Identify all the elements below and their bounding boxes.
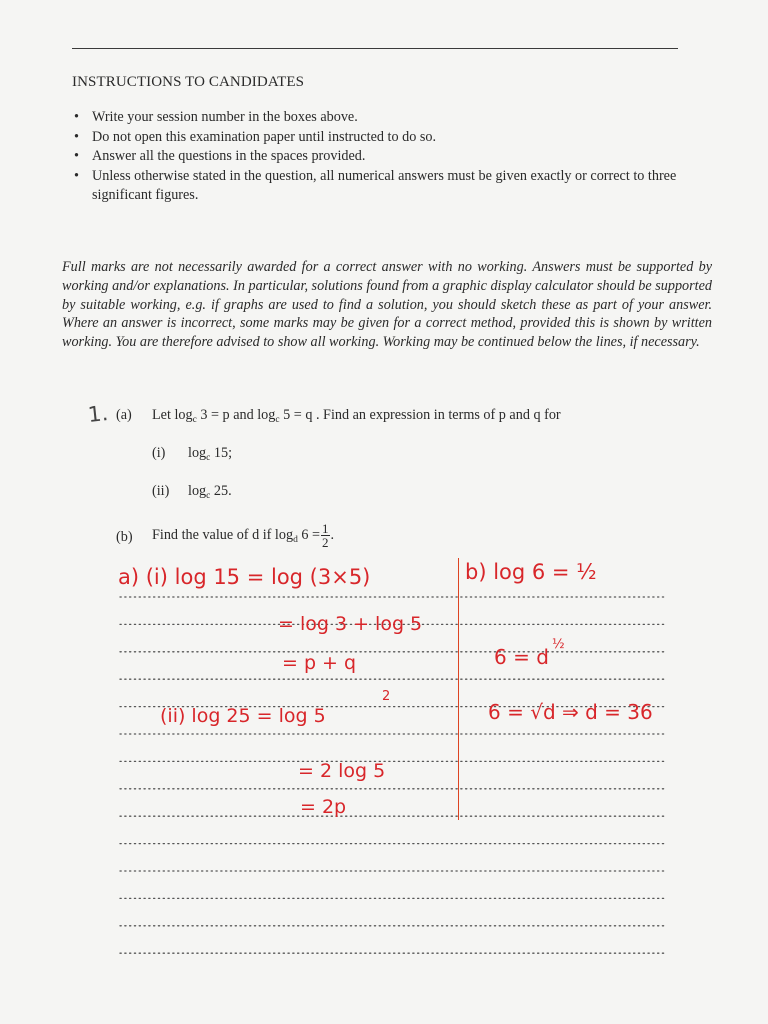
- part-b-label: (b): [116, 529, 133, 545]
- handwriting-b-line-2: 6 = d: [494, 645, 549, 669]
- part-a-label: (a): [116, 407, 132, 423]
- working-notice: Full marks are not necessarily awarded for a correct answer with no working. Answers must be supported by working and/or explanations. In particular, solutions found from a graphic display calculator should be supported by suitable working, e.g. if graphs are used to find a solution, you should sketch these as part of your answer. Where an answer is incorrect, some marks may be given for a correct method, provided this is shown by written working. You are therefore advised to show all working. Working may be continued below the lines, if necessary.: [62, 259, 712, 351]
- handwriting-a-i-line-2: = log 3 + log 5: [278, 613, 423, 635]
- handwriting-a-ii-line-3: = 2p: [300, 796, 347, 818]
- part-ii-text: $\log_c 25$.: [188, 483, 232, 501]
- part-i-label: (i): [152, 445, 166, 461]
- instruction-item: • Unless otherwise stated in the question, all numerical answers must be given exactly or correct to three significant figures.: [72, 167, 692, 206]
- handwriting-b-line-1: b) log 6 = ½: [465, 560, 597, 584]
- handwriting-b-line-3: 6 = √d ⇒ d = 36: [488, 700, 653, 724]
- handwriting-a-i-line-1: a) (i) log 15 = log (3×5): [118, 565, 371, 589]
- instruction-item: • Do not open this examination paper until instructed to do so.: [72, 128, 692, 148]
- instruction-item: • Answer all the questions in the spaces provided.: [72, 147, 692, 167]
- part-b-text: Find the value of d if $\log_d 6$ = $\frac{1}{2}$ .: [152, 521, 335, 550]
- handwriting-a-ii-exponent: 2: [382, 689, 391, 704]
- answer-divider-line: [458, 558, 459, 820]
- instructions-heading: INSTRUCTIONS TO CANDIDATES: [72, 74, 305, 90]
- fraction-one-half: $\frac{1}{2}$: [322, 521, 329, 550]
- handwriting-a-i-line-3: = p + q: [282, 652, 357, 674]
- question-number: 1.: [86, 401, 110, 427]
- part-a-text: Let $\log_c 3 = p$ and $\log_c 5 = q$ . Find an expression in terms of p and q for: [152, 407, 561, 425]
- handwriting-a-ii-line-1: (ii) log 25 = log 5: [160, 705, 326, 727]
- handwriting-b-exponent: ½: [552, 637, 565, 652]
- part-i-text: $\log_c 15$;: [188, 445, 233, 463]
- instruction-item: • Write your session number in the boxes above.: [72, 108, 692, 128]
- part-ii-label: (ii): [152, 483, 170, 499]
- handwriting-a-ii-line-2: = 2 log 5: [298, 760, 386, 782]
